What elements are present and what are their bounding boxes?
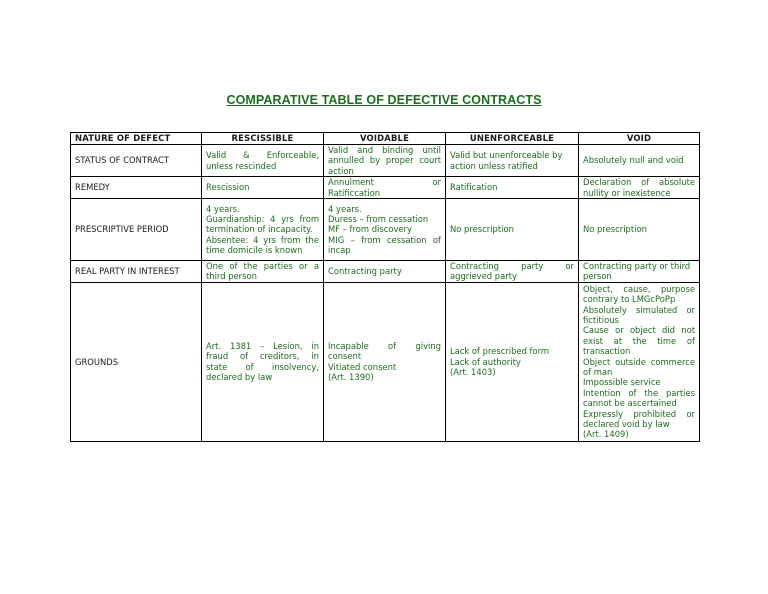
- cell-line: Rescission: [206, 182, 250, 193]
- cell-line: Impossible service: [583, 377, 661, 388]
- cell-line: Object, cause, purpose: [583, 283, 695, 294]
- cell-line: Vitiated consent: [328, 361, 397, 372]
- cell-line: Cause or object did not: [583, 325, 695, 336]
- cell-grounds-void: [579, 282, 700, 441]
- cell-line: contrary to LMGcPoPp: [583, 294, 676, 305]
- cell-line: cannot be ascertained: [583, 398, 677, 409]
- cell-grounds-voidable: [324, 282, 446, 441]
- cell-remedy-voidable: [324, 177, 446, 199]
- cell-line: Absentee: 4 yrs from the: [206, 234, 319, 245]
- cell-line: Valid & Enforceable,: [206, 150, 319, 161]
- header-void: VOID: [579, 133, 700, 145]
- cell-remedy-void: [579, 177, 700, 199]
- cell-line: Valid and binding until: [328, 145, 441, 155]
- cell-prescriptive-rescissible: [202, 199, 324, 261]
- cell-line: declared by law: [206, 372, 273, 383]
- header-voidable: VOIDABLE: [324, 133, 446, 145]
- cell-line: (Art. 1409): [583, 429, 629, 440]
- header-unenforceable: UNENFORCEABLE: [446, 133, 579, 145]
- cell-line: No prescription: [583, 224, 647, 235]
- cell-line: person: [583, 271, 612, 282]
- cell-status-unenforceable: [446, 145, 579, 177]
- table-header-row: [71, 133, 700, 145]
- cell-line: incap: [328, 245, 351, 256]
- cell-grounds-rescissible: [202, 282, 324, 441]
- cell-line: Absolutely null and void: [583, 155, 684, 166]
- cell-line: Duress – from cessation: [328, 213, 429, 224]
- cell-line: time domicile is known: [206, 245, 303, 256]
- cell-party-unenforceable: [446, 261, 579, 283]
- row-label-grounds: GROUNDS: [71, 282, 202, 441]
- cell-line: state of insolvency,: [206, 361, 319, 372]
- row-label-remedy: REMEDY: [71, 177, 202, 199]
- cell-line: action: [328, 165, 354, 176]
- cell-line: One of the parties or a: [206, 261, 319, 272]
- header-nature-of-defect: NATURE OF DEFECT: [71, 133, 202, 145]
- row-label-prescriptive-period: PRESCRIPTIVE PERIOD: [71, 199, 202, 261]
- row-label-status: STATUS OF CONTRACT: [71, 145, 202, 177]
- table-row: [71, 261, 700, 283]
- cell-line: Valid but unenforceable by: [450, 150, 563, 161]
- header-rescissible: RESCISSIBLE: [202, 133, 324, 145]
- cell-line: Ratification: [450, 182, 498, 193]
- cell-line: Lack of authority: [450, 356, 521, 367]
- cell-line: Declaration of absolute: [583, 177, 695, 188]
- cell-line: fraud of creditors, in: [206, 351, 319, 362]
- cell-line: Absolutely simulated or: [583, 304, 695, 315]
- comparative-table: [70, 132, 700, 442]
- table-row: [71, 177, 700, 199]
- cell-line: 4 years.: [328, 203, 362, 214]
- cell-line: Contracting party or: [450, 261, 574, 272]
- cell-status-voidable: [324, 145, 446, 177]
- cell-line: Art. 1381 – Lesion, in: [206, 341, 319, 352]
- cell-line: termination of incapacity.: [206, 224, 313, 235]
- cell-line: No prescription: [450, 224, 514, 235]
- cell-line: 4 years.: [206, 203, 240, 214]
- table-row: [71, 282, 700, 441]
- cell-remedy-rescissible: [202, 177, 324, 199]
- cell-prescriptive-unenforceable: [446, 199, 579, 261]
- cell-line: Object outside commerce: [583, 356, 695, 367]
- row-label-real-party: REAL PARTY IN INTEREST: [71, 261, 202, 283]
- cell-line: Lack of prescribed form: [450, 346, 550, 357]
- cell-party-rescissible: [202, 261, 324, 283]
- cell-line: Incapable of giving: [328, 341, 441, 352]
- cell-line: nullity or inexistence: [583, 187, 671, 198]
- cell-prescriptive-voidable: [324, 199, 446, 261]
- cell-grounds-unenforceable: [446, 282, 579, 441]
- cell-line: Contracting party or third: [583, 261, 691, 272]
- cell-status-rescissible: [202, 145, 324, 177]
- cell-line: Contracting party: [328, 266, 402, 277]
- page-title: COMPARATIVE TABLE OF DEFECTIVE CONTRACTS: [226, 93, 542, 107]
- cell-party-voidable: [324, 261, 446, 283]
- cell-line: Expressly prohibited or: [583, 408, 695, 419]
- cell-line: Guardianship: 4 yrs from: [206, 213, 319, 224]
- cell-line: fictitious: [583, 315, 619, 326]
- cell-party-void: [579, 261, 700, 283]
- cell-line: of man: [583, 367, 613, 378]
- cell-line: (Art. 1403): [450, 367, 496, 378]
- cell-line: declared void by law: [583, 419, 670, 430]
- cell-line: MIG – from cessation of: [328, 234, 441, 245]
- table-row: [71, 199, 700, 261]
- cell-line: aggrieved party: [450, 271, 517, 282]
- cell-line: (Art. 1390): [328, 372, 374, 383]
- table-row: [71, 145, 700, 177]
- cell-line: MF – from discovery: [328, 224, 412, 235]
- cell-remedy-unenforceable: [446, 177, 579, 199]
- cell-line: transaction: [583, 346, 631, 357]
- cell-prescriptive-void: [579, 199, 700, 261]
- cell-line: exist at the time of: [583, 335, 695, 346]
- cell-line: Intention of the parties: [583, 387, 695, 398]
- cell-line: third person: [206, 271, 257, 282]
- cell-line: Ratificcation: [328, 187, 381, 198]
- cell-line: annulled by proper court: [328, 155, 441, 166]
- cell-line: consent: [328, 351, 362, 362]
- cell-line: unless rescinded: [206, 160, 277, 171]
- cell-line: Annulment or: [328, 177, 441, 188]
- cell-line: action unless ratified: [450, 160, 538, 171]
- cell-status-void: [579, 145, 700, 177]
